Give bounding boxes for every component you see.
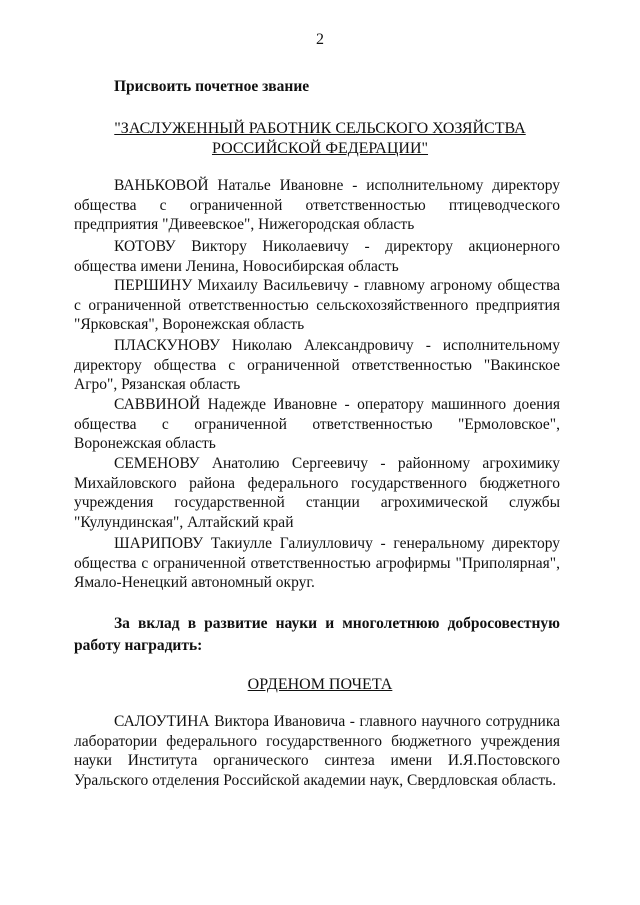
recipient-paragraph: САВВИНОЙ Надежде Ивановне - оператору машинного доения общества с ограниченной ответственностью "Ермоловское", Воронежская область: [74, 396, 560, 453]
order-title: ОРДЕНОМ ПОЧЕТА: [247, 676, 393, 693]
award-heading: Присвоить почетное звание: [114, 78, 310, 95]
recipient-paragraph: ШАРИПОВУ Такиулле Галиулловичу - генеральному директору общества с ограниченной ответственностью агрофирмы "Приполярная", Ямало-Ненецкий автономный округ.: [74, 535, 560, 592]
award-intro: За вклад в развитие науки и многолетнюю добросовестную работу наградить:: [74, 615, 560, 654]
recipient-paragraph: ВАНЬКОВОЙ Наталье Ивановне - исполнительному директору общества с ограниченной ответственностью птицеводческого предприятия "Дивеевское", Нижегородская область: [74, 177, 560, 234]
recipient-paragraph: ПЛАСКУНОВУ Николаю Александровичу - исполнительному директору общества с ограниченной ответственностью "Вакинское Агро", Рязанская область: [74, 337, 560, 394]
award-title-line-1: "ЗАСЛУЖЕННЫЙ РАБОТНИК СЕЛЬСКОГО ХОЗЯЙСТВА: [114, 120, 526, 137]
recipient-paragraph: СЕМЕНОВУ Анатолию Сергеевичу - районному агрохимику Михайловского района федерального государственного бюджетного учреждения государственной станции агрохимической службы "Кулундинская", Алтайский край: [74, 455, 560, 531]
recipient-paragraph: ПЕРШИНУ Михаилу Васильевичу - главному агроному общества с ограниченной ответственностью сельскохозяйственного предприятия "Ярковская", Воронежская область: [74, 277, 560, 334]
page-number: 2: [316, 31, 324, 48]
recipient-paragraph: КОТОВУ Виктору Николаевичу - директору акционерного общества имени Ленина, Новосибирская область: [74, 238, 560, 275]
recipient-paragraph: САЛОУТИНА Виктора Ивановича - главного научного сотрудника лаборатории федерального государственного бюджетного учреждения науки Института органического синтеза имени И.Я.Постовского Уральского отделения Российской академии наук, Свердловская область.: [74, 713, 560, 789]
award-title-line-2: РОССИЙСКОЙ ФЕДЕРАЦИИ": [211, 140, 429, 157]
